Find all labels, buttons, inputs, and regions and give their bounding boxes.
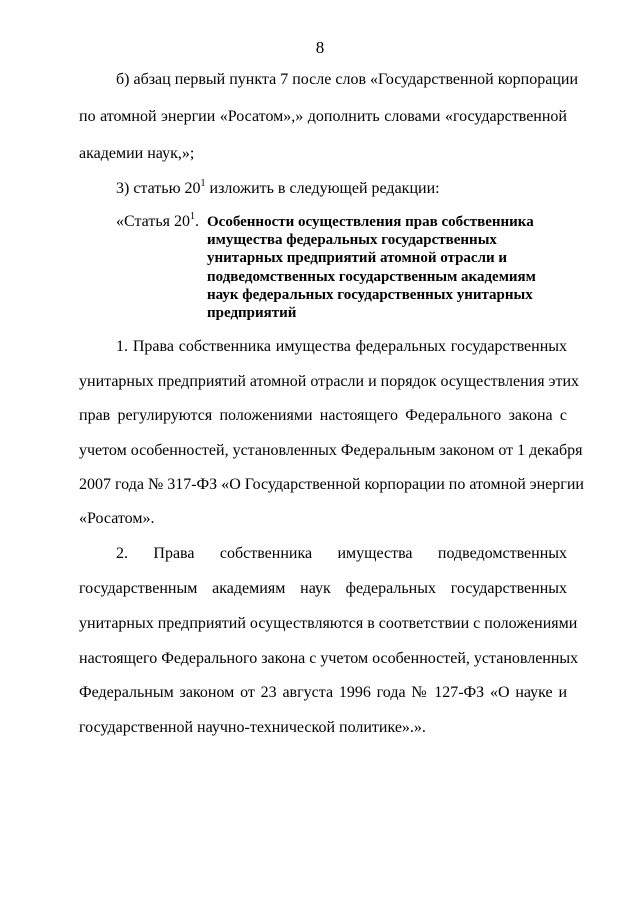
paragraph-3 — [116, 180, 567, 198]
clause-2-line: государственной научно-технической политике».». — [79, 719, 426, 736]
article-title-line: Особенности осуществления прав собственника — [207, 214, 534, 230]
clause-1-line: «Росатом». — [79, 510, 155, 527]
clause-2-line: настоящего Федерального закона с учетом особенностей, установленных — [79, 650, 579, 667]
clause-1-line: 1. Права собственника имущества федеральных государственных — [116, 338, 567, 355]
article-label — [116, 213, 199, 231]
article-title-line: подведомственных государственным академиям — [207, 268, 536, 285]
article-title-line: предприятий — [207, 305, 297, 322]
paragraph-3-text: 3) статью 20 — [116, 180, 201, 197]
paragraph-b-line: академии наук,»; — [79, 145, 195, 162]
article-title-line: имущества федеральных государственных — [207, 232, 497, 249]
paragraph-3-text: изложить в следующей редакции: — [205, 180, 440, 197]
paragraph-3-superscript: 1 — [200, 178, 206, 189]
article-label-superscript: 1 — [189, 211, 195, 222]
page-number: 8 — [315, 38, 325, 57]
clause-1-line: учетом особенностей, установленных Федеральным законом от 1 декабря — [79, 442, 583, 459]
paragraph-b-line: по атомной энергии «Росатом»,» дополнить словами «государственной — [79, 108, 567, 125]
clause-2-line: унитарных предприятий осуществляются в соответствии с положениями — [79, 615, 578, 632]
clause-2-line: Федеральным законом от 23 августа 1996 года № 127-ФЗ «О науке и — [79, 684, 567, 701]
article-title-line: наук федеральных государственных унитарных — [207, 286, 533, 303]
article-title-line: унитарных предприятий атомной отрасли и — [207, 250, 508, 267]
clause-2-line: 2. Права собственника имущества подведомственных — [116, 545, 567, 562]
clause-1-line: 2007 года № 317-ФЗ «О Государственной корпорации по атомной энергии — [79, 476, 584, 493]
clause-1-line: унитарных предприятий атомной отрасли и порядок осуществления этих — [79, 373, 579, 390]
paragraph-b-line: б) абзац первый пункта 7 после слов «Государственной корпорации — [116, 71, 579, 88]
article-label-text: «Статья 20 — [116, 213, 190, 230]
article-title — [207, 213, 567, 322]
clause-2-line: государственным академиям наук федеральных государственных — [79, 580, 567, 597]
clause-1-line: прав регулируются положениями настоящего Федерального закона с — [79, 407, 567, 424]
article-label-dot: . — [194, 213, 199, 230]
